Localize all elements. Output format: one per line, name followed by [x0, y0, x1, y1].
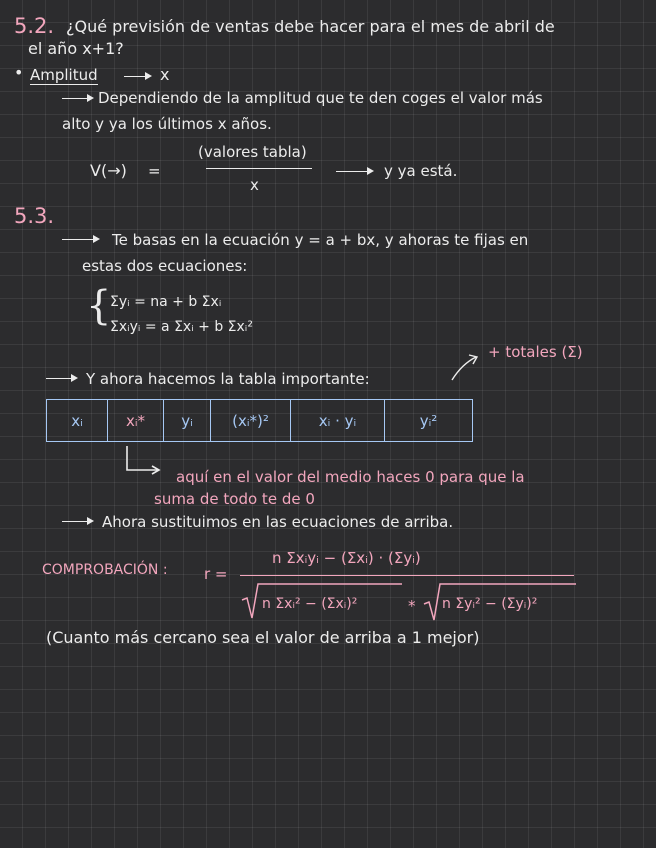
v-label: V(→): [90, 161, 127, 180]
note-line-2: alto y ya los últimos x años.: [62, 115, 272, 133]
equation-1: Σyᵢ = na + b Σxᵢ: [110, 294, 222, 310]
question-line-1: ¿Qué previsión de ventas debe hacer para el mes de abril de: [66, 17, 555, 36]
amplitud-value: x: [160, 65, 170, 84]
r-numerator: n Σxᵢyᵢ − (Σxᵢ) · (Σyᵢ): [272, 549, 421, 567]
bullet-dot: •: [14, 63, 24, 82]
note-median-line-2: suma de todo te de 0: [154, 490, 315, 508]
col-xi-yi: xᵢ · yᵢ: [291, 400, 385, 442]
section-number-5-2: 5.2.: [14, 14, 55, 38]
system-brace: {: [86, 283, 112, 329]
col-xi: xᵢ: [47, 400, 108, 442]
result-text: y ya está.: [384, 162, 458, 180]
col-xi-star-squared: (xᵢ*)²: [211, 400, 291, 442]
r-denominator-right: n Σyᵢ² − (Σyᵢ)²: [442, 596, 538, 612]
totals-curved-arrow: [452, 357, 476, 380]
intro-line-1: Te basas en la ecuación y = a + bx, y ahoras te fijas en: [112, 231, 529, 249]
footer-note: (Cuanto más cercano sea el valor de arriba a 1 mejor): [46, 628, 480, 647]
note-median-line-1: aquí en el valor del medio haces 0 para que la: [176, 468, 525, 486]
totals-arrow-head: [469, 355, 477, 364]
col-xi-star: xᵢ*: [108, 400, 164, 442]
r-times: *: [408, 597, 416, 615]
table-intro: Y ahora hacemos la tabla importante:: [86, 370, 370, 388]
note-line-1: Dependiendo de la amplitud que te den coges el valor más: [98, 89, 543, 107]
section-number-5-3: 5.3.: [14, 204, 55, 228]
r-denominator-left: n Σxᵢ² − (Σxᵢ)²: [262, 596, 358, 612]
fraction-numerator: (valores tabla): [198, 143, 307, 161]
equals-sign: =: [148, 162, 161, 180]
question-line-2: el año x+1?: [28, 39, 124, 58]
amplitud-label: Amplitud: [30, 66, 98, 84]
col-yi-squared: yᵢ²: [385, 400, 473, 442]
fraction-denominator: x: [250, 176, 259, 194]
sqrt-left: [242, 584, 402, 618]
sqrt-right: [424, 584, 576, 620]
col-yi: yᵢ: [164, 400, 211, 442]
r-label: r =: [204, 565, 228, 583]
totals-note: + totales (Σ): [488, 343, 583, 361]
substitute-text: Ahora sustituimos en las ecuaciones de arriba.: [102, 513, 454, 531]
intro-line-2: estas dos ecuaciones:: [82, 257, 248, 275]
equation-2: Σxᵢyᵢ = a Σxᵢ + b Σxᵢ²: [110, 319, 253, 335]
check-label: COMPROBACIÓN :: [42, 562, 168, 578]
